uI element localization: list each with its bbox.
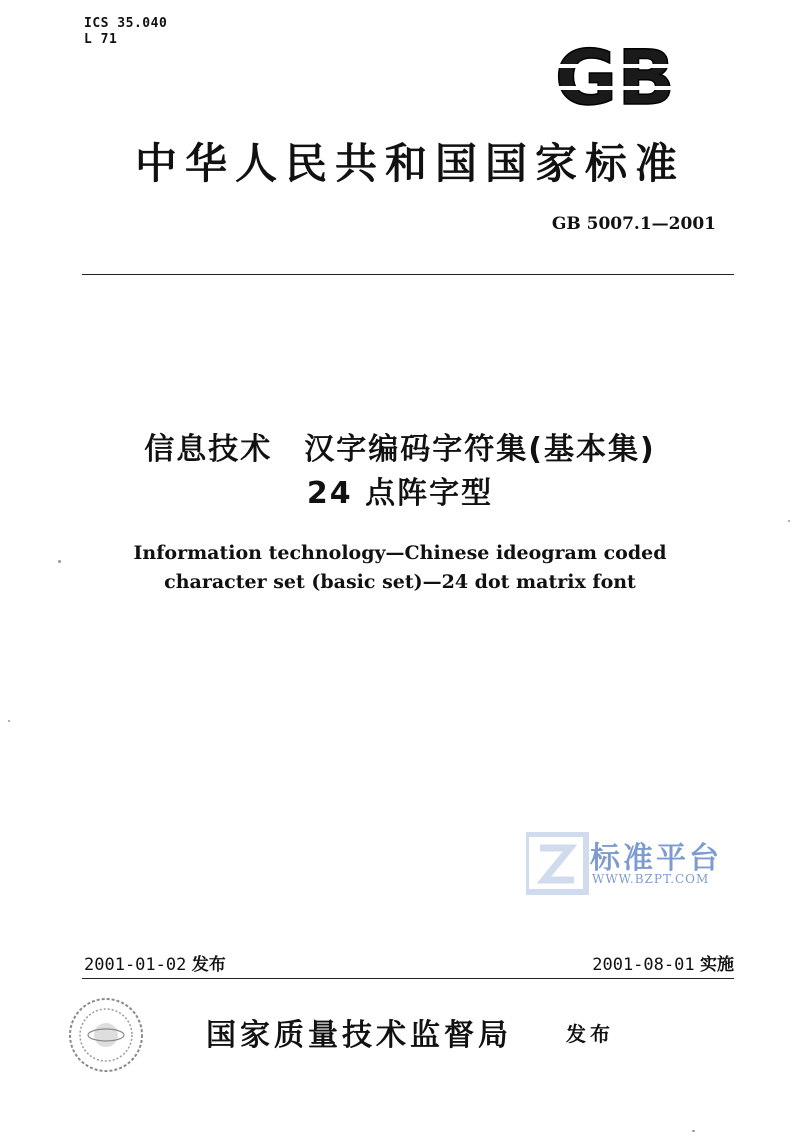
title-en-line1: Information technology—Chinese ideogram coded	[133, 542, 667, 564]
issue-date	[84, 950, 226, 975]
publisher-action: 发布	[566, 1022, 614, 1046]
title-cn-line2: 24 点阵字型	[306, 476, 494, 511]
watermark-text: 标准平台	[590, 841, 722, 876]
ics-code: ICS 35.040	[84, 16, 168, 31]
standard-number: GB 5007.1—2001	[551, 214, 716, 234]
national-standard-title: 中华人民共和国国家标准	[134, 139, 685, 188]
issue-date-value: 2001-01-02	[84, 955, 187, 975]
top-divider	[82, 274, 734, 275]
bottom-divider	[82, 978, 734, 979]
implement-date-suffix: 实施	[700, 955, 734, 975]
implement-date	[592, 950, 734, 975]
watermark-url: WWW.BZPT.COM	[592, 872, 710, 886]
scan-speck	[58, 560, 61, 563]
gb-logo-text: GB	[554, 38, 676, 116]
l-code: L 71	[84, 32, 118, 47]
official-seal-icon	[66, 995, 146, 1075]
scan-speck	[692, 1130, 695, 1132]
scan-speck	[788, 520, 790, 522]
implement-date-value: 2001-08-01	[592, 955, 695, 975]
gb-logo	[540, 38, 690, 116]
scan-speck	[8, 720, 10, 722]
publisher-name: 国家质量技术监督局	[206, 1018, 512, 1053]
title-en-line2: character set (basic set)—24 dot matrix font	[164, 571, 636, 593]
title-cn-line1: 信息技术 汉字编码字符集(基本集)	[144, 432, 656, 467]
issue-date-suffix: 发布	[191, 955, 226, 975]
